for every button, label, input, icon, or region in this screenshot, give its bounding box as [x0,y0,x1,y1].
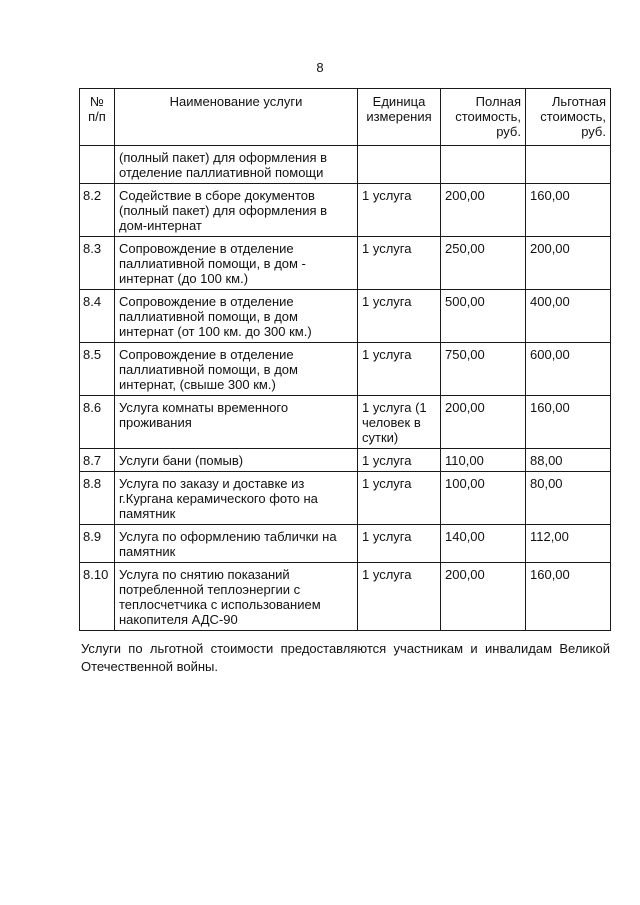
row-discount-price: 160,00 [526,563,611,631]
row-num: 8.10 [80,563,115,631]
row-full-price: 200,00 [441,184,526,237]
row-full-price: 250,00 [441,237,526,290]
table-row [80,146,611,184]
table-row [80,396,611,449]
row-discount-price: 600,00 [526,343,611,396]
row-service-name: Услуга комнаты временного проживания [115,396,358,449]
row-num: 8.8 [80,472,115,525]
row-discount-price: 200,00 [526,237,611,290]
header-full-price: Полная стоимость, руб. [441,89,526,146]
price-table [79,88,611,631]
row-num [80,146,115,184]
row-full-price: 500,00 [441,290,526,343]
row-discount-price: 400,00 [526,290,611,343]
header-num: № п/п [80,89,115,146]
row-discount-price: 160,00 [526,396,611,449]
row-service-name: Услуга по оформлению таблички на памятник [115,525,358,563]
row-unit [358,146,441,184]
discount-footnote: Услуги по льготной стоимости предоставляются участникам и инвалидам Великой Отечественной войны. [81,641,610,674]
row-num: 8.7 [80,449,115,472]
row-full-price: 110,00 [441,449,526,472]
row-service-name: Содействие в сборе документов (полный пакет) для оформления в дом-интернат [115,184,358,237]
page-number: 8 [316,60,324,75]
row-num: 8.3 [80,237,115,290]
table-row [80,449,611,472]
row-service-name: (полный пакет) для оформления в отделение паллиативной помощи [115,146,358,184]
header-discount-price: Льготная стоимость, руб. [526,89,611,146]
row-service-name: Сопровождение в отделение паллиативной помощи, в дом - интернат (до 100 км.) [115,237,358,290]
row-service-name: Услуга по снятию показаний потребленной теплоэнергии с теплосчетчика с использованием накопителя АДС-90 [115,563,358,631]
row-full-price: 200,00 [441,396,526,449]
row-discount-price: 112,00 [526,525,611,563]
row-service-name: Услуга по заказу и доставке из г.Кургана керамического фото на памятник [115,472,358,525]
row-unit: 1 услуга [358,525,441,563]
table-row [80,343,611,396]
row-unit: 1 услуга (1 человек в сутки) [358,396,441,449]
row-discount-price: 160,00 [526,184,611,237]
row-num: 8.6 [80,396,115,449]
row-num: 8.2 [80,184,115,237]
row-num: 8.5 [80,343,115,396]
header-name: Наименование услуги [115,89,358,146]
row-full-price: 100,00 [441,472,526,525]
table-row [80,563,611,631]
row-service-name: Услуги бани (помыв) [115,449,358,472]
row-service-name: Сопровождение в отделение паллиативной помощи, в дом интернат, (свыше 300 км.) [115,343,358,396]
table-row [80,472,611,525]
row-discount-price [526,146,611,184]
table-row [80,184,611,237]
row-service-name: Сопровождение в отделение паллиативной помощи, в дом интернат (от 100 км. до 300 км.) [115,290,358,343]
row-unit: 1 услуга [358,472,441,525]
table-row [80,237,611,290]
row-unit: 1 услуга [358,237,441,290]
row-full-price: 140,00 [441,525,526,563]
row-full-price [441,146,526,184]
row-full-price: 200,00 [441,563,526,631]
row-unit: 1 услуга [358,290,441,343]
row-unit: 1 услуга [358,343,441,396]
row-num: 8.9 [80,525,115,563]
row-full-price: 750,00 [441,343,526,396]
row-unit: 1 услуга [358,184,441,237]
table-row [80,525,611,563]
row-discount-price: 88,00 [526,449,611,472]
row-unit: 1 услуга [358,449,441,472]
table-row [80,290,611,343]
table-header-row [80,89,611,146]
row-num: 8.4 [80,290,115,343]
row-discount-price: 80,00 [526,472,611,525]
row-unit: 1 услуга [358,563,441,631]
header-unit: Единица измерения [358,89,441,146]
